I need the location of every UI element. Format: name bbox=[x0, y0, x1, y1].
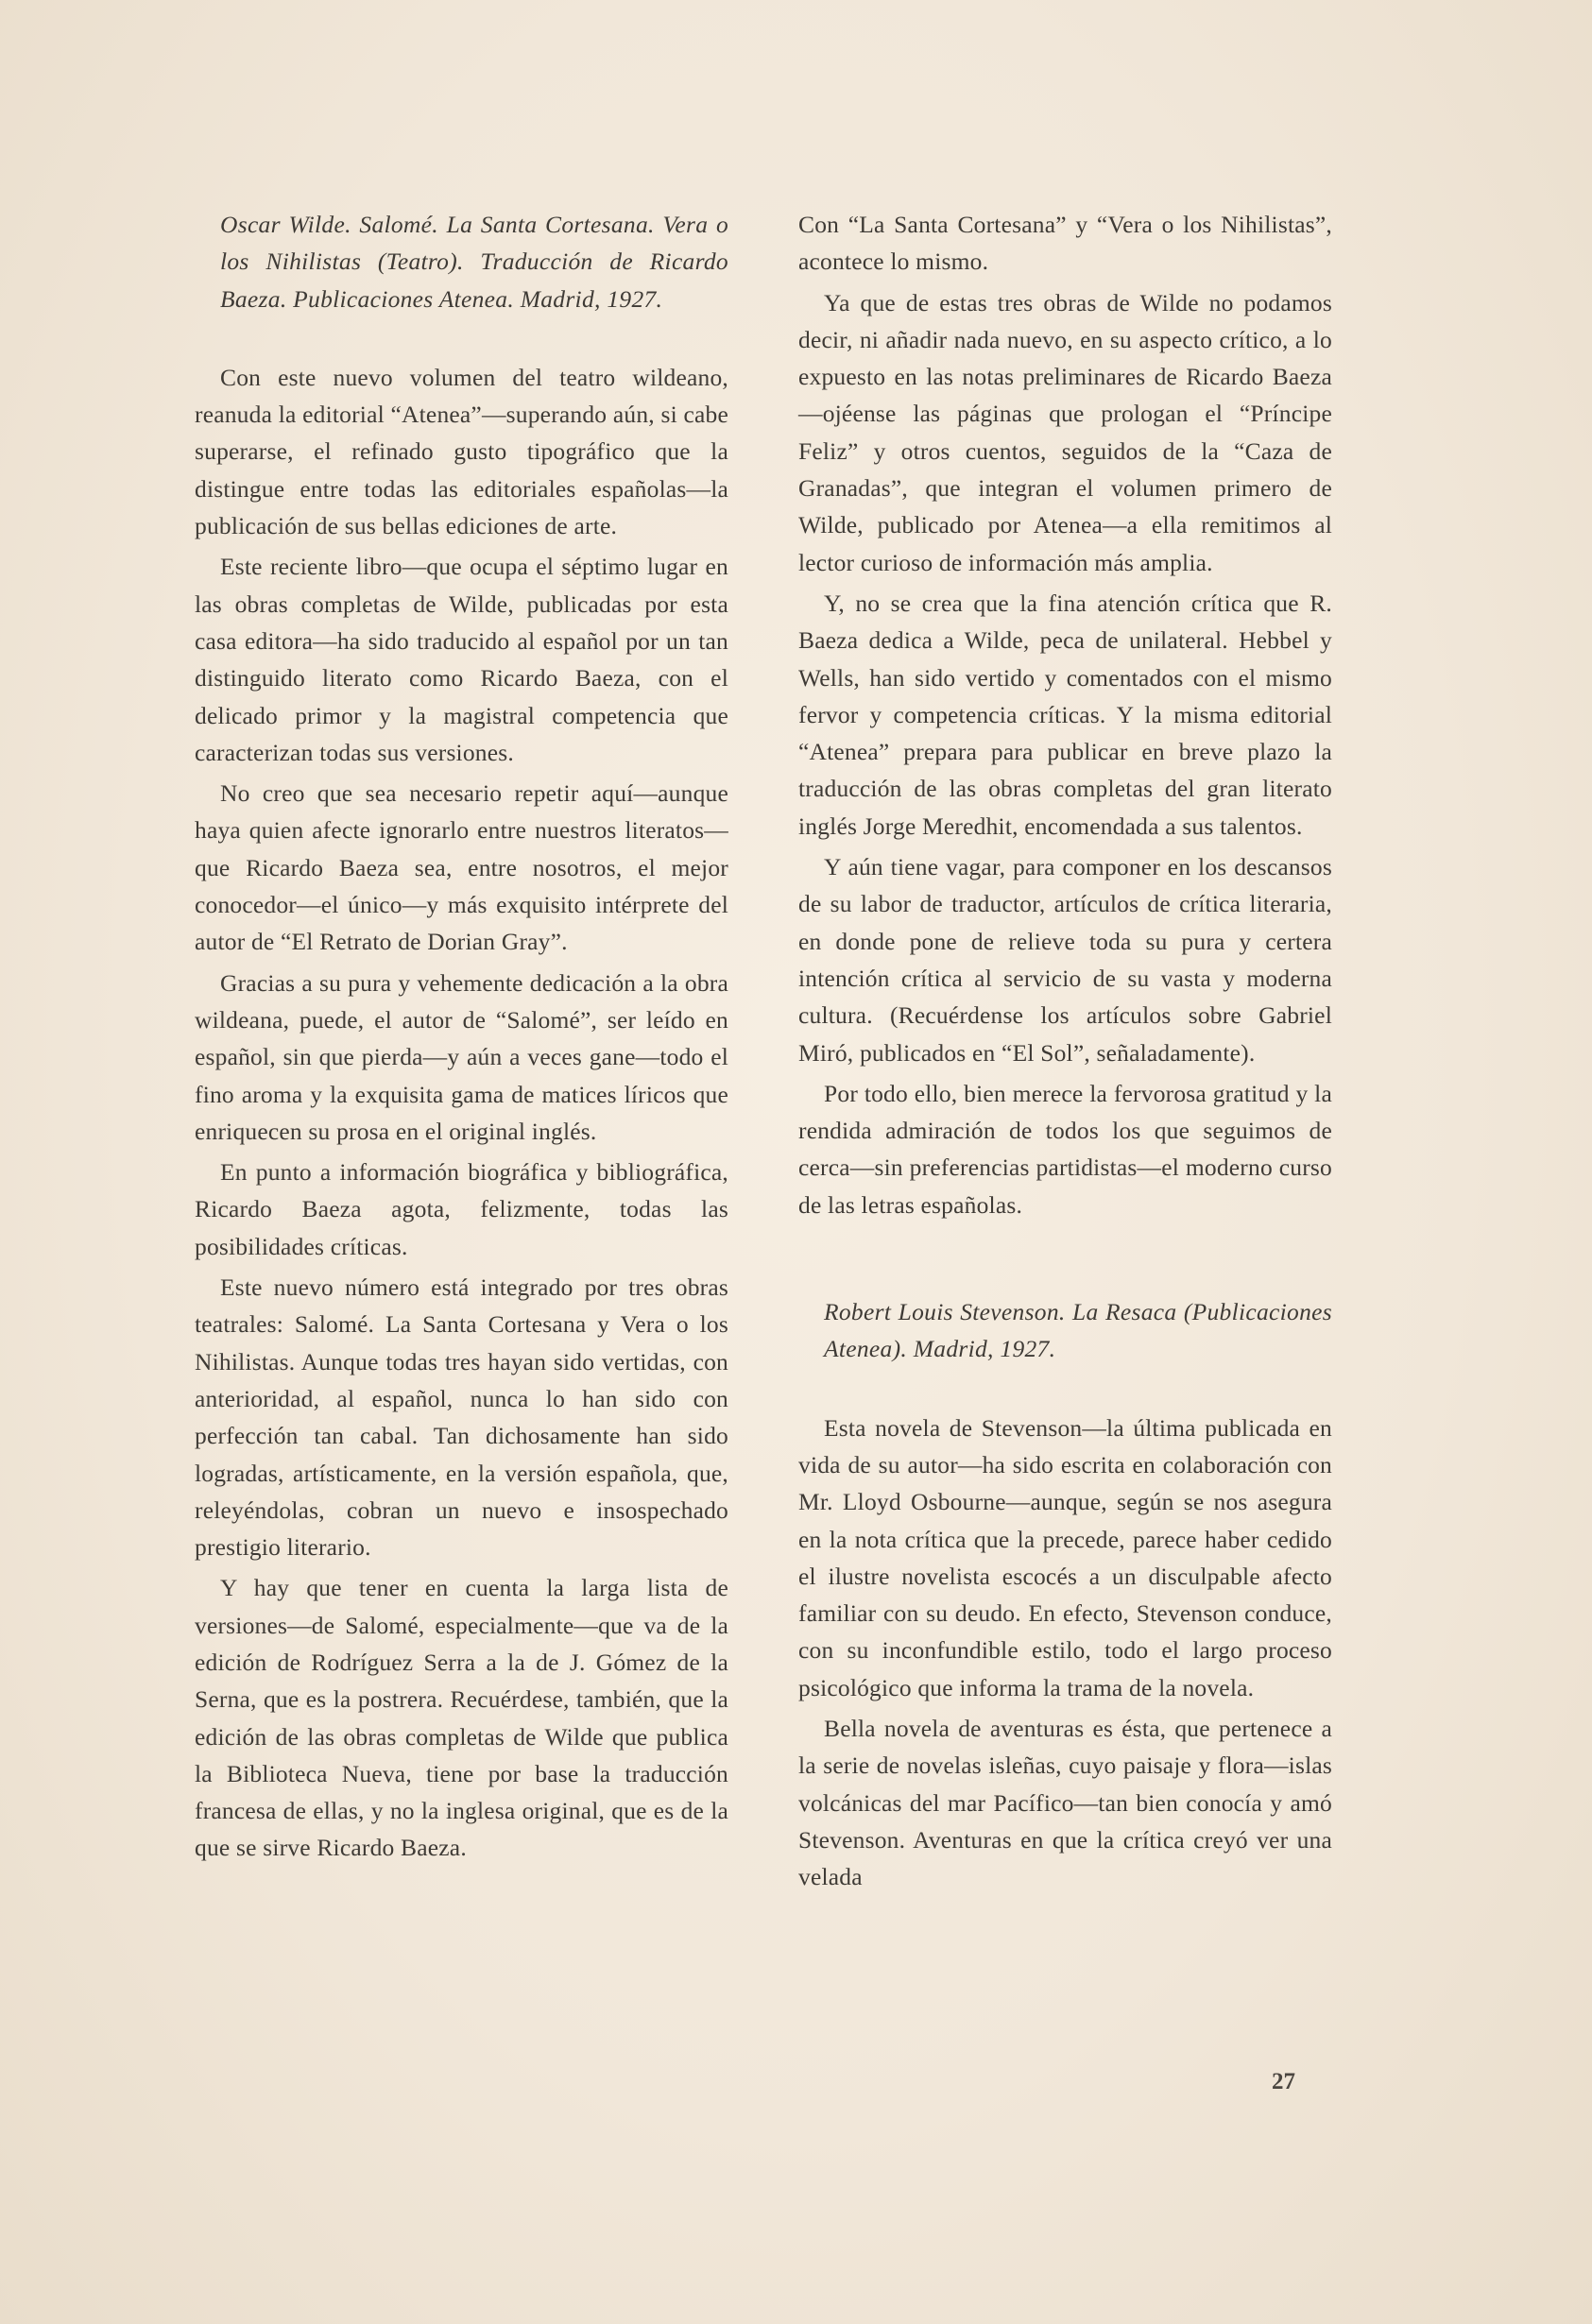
paragraph: Gracias a su pura y vehemente dedicación a la obra wildeana, puede, el autor de “Salomé”, ser leído en español, sin que pierda—y aún a veces gane—todo el fino aroma y la exquisita gama de matices líricos que enriquecen su prosa en el original inglés. bbox=[195, 968, 728, 1145]
paragraph: Y aún tiene vagar, para componer en los descansos de su labor de traductor, artículos de crítica literaria, en donde pone de relieve toda su pura y certera intención crítica al servicio de su vasta y moderna cultura. (Recuérdense los artículos sobre Gabriel Miró, publicados en “El Sol”, señaladamente). bbox=[798, 853, 1332, 1067]
continuation-paragraph: Con “La Santa Cortesana” y “Vera o los Nihilistas”, acontece lo mismo. bbox=[798, 211, 1332, 276]
paragraph: Este reciente libro—que ocupa el séptimo lugar en las obras completas de Wilde, publicadas por esta casa editora—ha sido traducido al español por un tan distinguido literato como Ricardo Baeza, con el delicado primor y la magistral competencia que caracterizan todas sus versiones. bbox=[195, 553, 728, 766]
left-column bbox=[195, 206, 728, 1871]
page-number: 27 bbox=[1272, 2069, 1295, 2094]
paragraph: No creo que sea necesario repetir aquí—aunque haya quien afecte ignorarlo entre nuestros literatos—que Ricardo Baeza sea, entre nosotros, el mejor conocedor—el único—y más exquisito intérprete del autor de “El Retrato de Dorian Gray”. bbox=[195, 779, 728, 956]
right-column bbox=[798, 206, 1332, 1899]
paragraph: Con este nuevo volumen del teatro wildeano, reanuda la editorial “Atenea”—superando aún, si cabe superarse, el refinado gusto tipográfico que la distingue entre todas las editoriales españolas—la publicación de sus bellas ediciones de arte. bbox=[195, 363, 728, 540]
paragraph: Y hay que tener en cuenta la larga lista de versiones—de Salomé, especialmente—que va de la edición de Rodríguez Serra a la de J. Gómez de la Serna, que es la postrera. Recuérdese, también, que la edición de las obras completas de Wilde que publica la Biblioteca Nueva, tiene por base la traducción francesa de ellas, y no la inglesa original, que es de la que se sirve Ricardo Baeza. bbox=[195, 1574, 728, 1862]
paragraph: Bella novela de aventuras es ésta, que pertenece a la serie de novelas isleñas, cuyo paisaje y flora—islas volcánicas del mar Pacífico—tan bien conocía y amó Stevenson. Aventuras en que la crítica creyó ver una velada bbox=[798, 1714, 1332, 1891]
paragraph: Por todo ello, bien merece la fervorosa gratitud y la rendida admiración de todos los que seguimos de cerca—sin preferencias partidistas—el moderno curso de las letras españolas. bbox=[798, 1079, 1332, 1219]
paragraph: En punto a información biográfica y bibliográfica, Ricardo Baeza agota, felizmente, todas las posibilidades críticas. bbox=[195, 1158, 728, 1260]
review-heading-stevenson: Robert Louis Stevenson. La Resaca (Publicaciones Atenea). Madrid, 1927. bbox=[824, 1298, 1332, 1363]
paragraph: Y, no se crea que la fina atención crítica que R. Baeza dedica a Wilde, peca de unilateral. Hebbel y Wells, han sido vertido y comentados con el mismo fervor y competencia críticas. Y la misma editorial “Atenea” prepara para publicar en breve plazo la traducción de las obras completas del gran literato inglés Jorge Meredhit, encomendada a sus talentos. bbox=[798, 589, 1332, 840]
review-heading-wilde: Oscar Wilde. Salomé. La Santa Cortesana. Vera o los Nihilistas (Teatro). Traducción de Ricardo Baeza. Publicaciones Atenea. Madrid, 1927. bbox=[220, 211, 728, 313]
paragraph: Esta novela de Stevenson—la última publicada en vida de su autor—ha sido escrita en colaboración con Mr. Lloyd Osbourne—aunque, según se nos asegura en la nota crítica que la precede, parece haber cedido el ilustre novelista escocés a un disculpable afecto familiar con su deudo. En efecto, Stevenson conduce, con su inconfundible estilo, todo el largo proceso psicológico que informa la trama de la novela. bbox=[798, 1413, 1332, 1701]
paragraph: Este nuevo número está integrado por tres obras teatrales: Salomé. La Santa Cortesana y Vera o los Nihilistas. Aunque todas tres hayan sido vertidas, con anterioridad, al español, nunca lo han sido con perfección tan cabal. Tan dichosamente han sido logradas, artísticamente, en la versión española, que, releyéndolas, cobran un nuevo e insospechado prestigio literario. bbox=[195, 1273, 728, 1562]
paragraph: Ya que de estas tres obras de Wilde no podamos decir, ni añadir nada nuevo, en su aspecto crítico, a lo expuesto en las notas preliminares de Ricardo Baeza—ojéense las páginas que prologan el “Príncipe Feliz” y otros cuentos, seguidos de la “Caza de Granadas”, que integran el volumen primero de Wilde, publicado por Atenea—a ella remitimos al lector curioso de información más amplia. bbox=[798, 288, 1332, 576]
